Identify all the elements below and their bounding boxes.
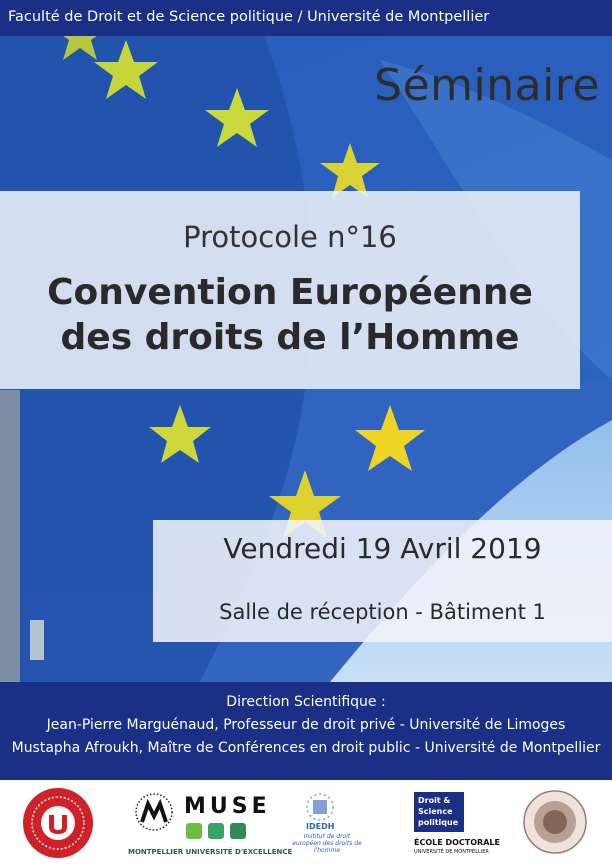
muse-leaf-icon bbox=[186, 823, 202, 839]
event-type: Séminaire bbox=[374, 60, 600, 111]
director-1: Jean-Pierre Marguénaud, Professeur de droit privé - Université de Limoges bbox=[46, 717, 566, 733]
event-venue: Salle de réception - Bâtiment 1 bbox=[219, 600, 546, 624]
institution-header bbox=[0, 0, 612, 36]
ed-caption-1: ÉCOLE DOCTORALE bbox=[414, 838, 500, 847]
institution-name: Faculté de Droit et de Science politique / Université de Montpellier bbox=[8, 9, 490, 25]
title-line-1: Convention Européenne bbox=[47, 272, 533, 313]
ed-brand-line-1: Droit & bbox=[418, 796, 451, 805]
muse-name: MUSE bbox=[184, 794, 271, 819]
director-2: Mustapha Afroukh, Maître de Conférences en droit public - Université de Montpellier bbox=[11, 740, 601, 756]
idedh-stars-icon bbox=[298, 790, 342, 824]
partner-logos bbox=[0, 780, 612, 867]
muse-leaf-icon bbox=[230, 823, 246, 839]
ecole-doctorale-logo bbox=[414, 792, 464, 832]
faculte-seal-logo bbox=[522, 789, 588, 855]
ed-caption-2: UNIVERSITÉ DE MONTPELLIER bbox=[414, 849, 489, 855]
muse-tagline: MONTPELLIER UNIVERSITÉ D'EXCELLENCE bbox=[128, 848, 293, 856]
direction-heading: Direction Scientifique : bbox=[226, 694, 386, 710]
ed-brand-line-2: Science bbox=[418, 807, 453, 816]
title-line-2: des droits de l’Homme bbox=[60, 317, 520, 358]
muse-emblem-icon bbox=[128, 792, 184, 832]
muse-leaf-icon bbox=[208, 823, 224, 839]
ed-brand-line-3: politique bbox=[418, 818, 459, 827]
event-title bbox=[0, 270, 580, 360]
idedh-caption: Institut de droit européen des droits de l'homme bbox=[292, 833, 362, 854]
universite-montpellier-logo bbox=[22, 787, 94, 859]
idedh-name: IDEDH bbox=[306, 822, 335, 831]
protocol-label: Protocole n°16 bbox=[183, 220, 397, 254]
direction-scientifique bbox=[0, 682, 612, 780]
event-date: Vendredi 19 Avril 2019 bbox=[223, 532, 542, 565]
